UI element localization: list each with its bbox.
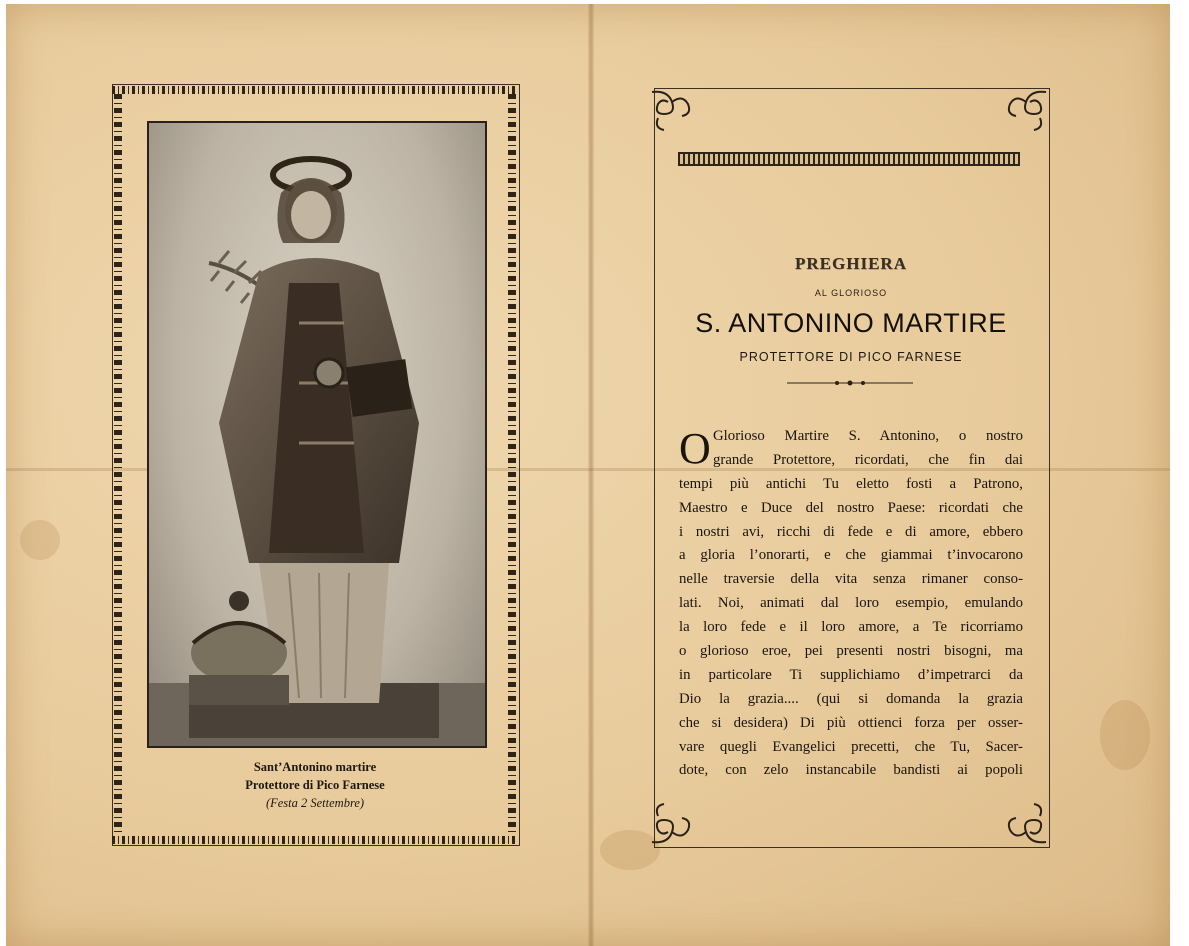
prayer-line: dote, con zelo instancabile bandisti ai popoli (679, 762, 1023, 779)
prayer-line: a gloria l’onorarti, e che giammai t’invocarono (679, 547, 1023, 564)
prayer-line: tempi più antichi Tu eletto fosti a Patrono, (679, 475, 1023, 492)
border-bottom-ornament (112, 836, 518, 844)
stain (1100, 700, 1150, 770)
border-left-ornament (114, 94, 122, 836)
prayer-line: vare quegli Evangelici precetti, che Tu, Sacer- (679, 738, 1023, 755)
stain (20, 520, 60, 560)
caption-title: Sant’Antonino martire (253, 760, 377, 774)
prayer-line: che si desidera) Di più ottienci forza per osser- (679, 714, 1023, 731)
prayer-line: o glorioso eroe, pei presenti nostri bisogni, ma (679, 643, 1023, 660)
prayer-preface: AL GLORIOSO (814, 288, 888, 298)
corner-ornament-top-right-icon (1004, 88, 1050, 134)
page-subtitle: PROTETTORE DI PICO FARNESE (739, 350, 963, 364)
caption-feast-date: (Festa 2 Settembre) (265, 796, 365, 810)
prayer-line: Dio la grazia.... (qui si domanda la grazia (679, 690, 1023, 707)
prayer-line: nelle traversie della vita senza rimaner conso- (679, 571, 1023, 588)
corner-ornament-bottom-left-icon (648, 800, 694, 846)
center-fold (588, 4, 594, 946)
header-ornamental-band (678, 152, 1020, 166)
prayer-line: grande Protettore, ricordati, che fin dai (713, 451, 1023, 468)
corner-ornament-bottom-right-icon (1004, 800, 1050, 846)
caption-subtitle: Protettore di Pico Farnese (245, 778, 385, 792)
prayer-line: Glorioso Martire S. Antonino, o nostro (713, 428, 1023, 444)
prayer-line: lati. Noi, animati dal loro esempio, emulando (679, 595, 1023, 612)
prayer-line: Maestro e Duce del nostro Paese: ricordati che (679, 499, 1023, 516)
prayer-body (679, 425, 1023, 783)
divider-ornament-icon (787, 380, 913, 386)
corner-ornament-top-left-icon (648, 88, 694, 134)
prayer-line: in particolare Ti supplichiamo d’impetrarci da (679, 666, 1023, 683)
page-title: S. ANTONINO MARTIRE (695, 308, 1007, 338)
saint-statue-illustration (149, 123, 485, 746)
border-top-ornament (112, 86, 518, 94)
saint-photograph (147, 121, 487, 748)
drop-cap: O (679, 424, 711, 473)
prayer-line: la loro fede e il loro amore, a Te ricorriamo (679, 619, 1023, 636)
prayer-heading: PREGHIERA (795, 254, 907, 273)
prayer-line: i nostri avi, ricchi di fede e di amore, ebbero (679, 523, 1023, 540)
border-right-ornament (508, 94, 516, 836)
